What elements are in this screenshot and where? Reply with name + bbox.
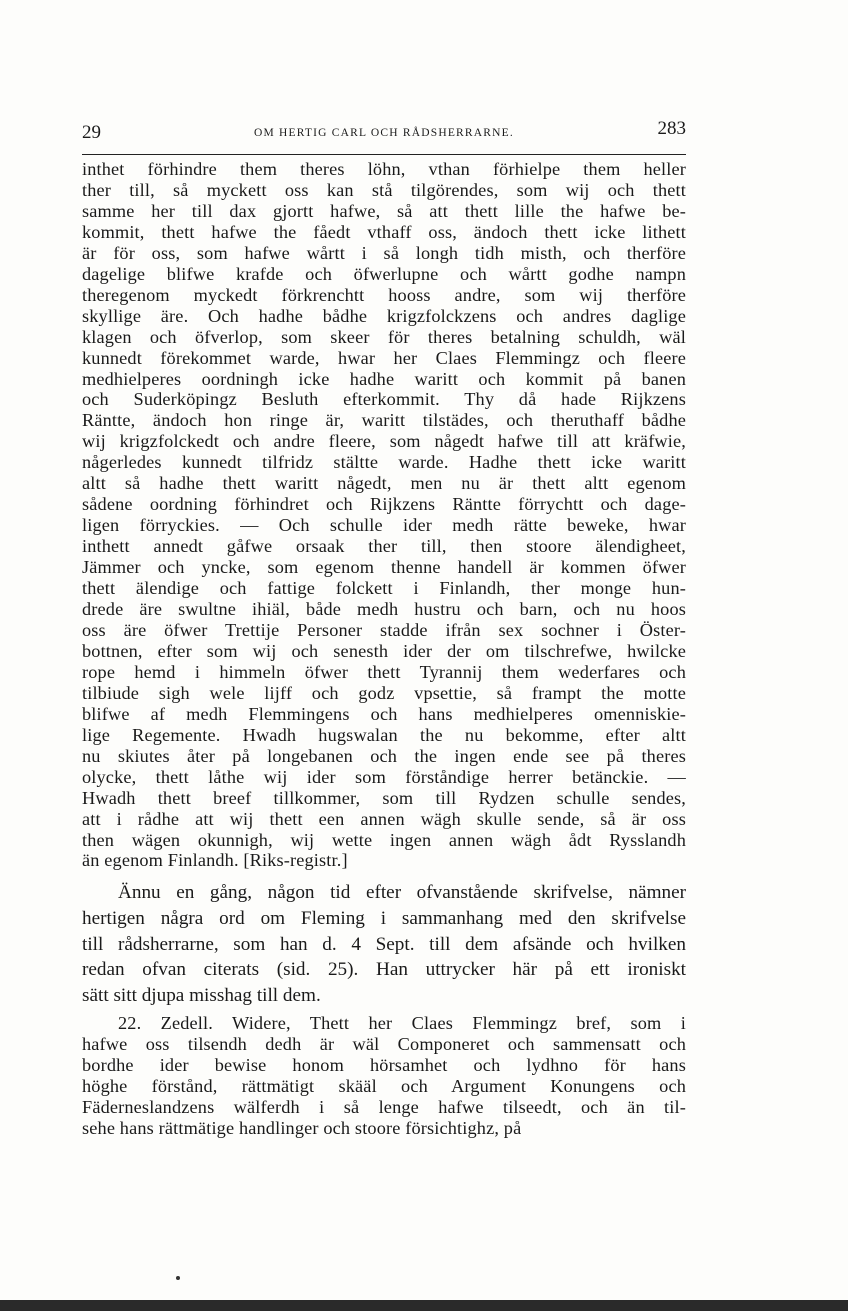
text-line: än egenom Finlandh. [Riks-registr.]	[82, 850, 348, 871]
text-line: oss äre öfwer Trettije Personer stadde ifrån sex sochner i Öster-	[82, 619, 686, 640]
text-line: dagelige blifwe krafde och öfwerlupne och wårtt godhe nampn	[82, 263, 686, 284]
text-line: inthet förhindre them theres löhn, vthan förhielpe them heller	[82, 159, 686, 179]
text-line: altt så hadhe thett waritt någedt, men nu är thett altt egenom	[82, 473, 686, 494]
text-line: inthett annedt gåfwe orsaak ther till, then stoore älendigheet,	[82, 536, 686, 557]
text-line: klagen och öfverlop, som skeer för theres betalning schuldh, wäl	[82, 326, 686, 347]
text-line: olycke, thett låthe wij ider som förståndige herrer betänckie. —	[82, 766, 686, 787]
text-line: ligen förryckies. — Och schulle ider medh rätte beweke, hwar	[82, 515, 686, 536]
text-line: bordhe ider bewise honom hörsamhet och lydhno för hans	[82, 1054, 686, 1075]
text-line: ther till, så myckett oss kan stå tilgörendes, som wij och thett	[82, 179, 686, 200]
text-line: till rådsherrarne, som han d. 4 Sept. till dem afsände och hvilken	[82, 933, 686, 955]
scan-edge	[0, 1300, 848, 1311]
text-line: och Suderköpingz Besluth efterkommit. Thy då hade Rijkzens	[82, 389, 686, 410]
commentary-paragraph	[82, 880, 686, 1009]
text-line: kommit, thett hafwe the fåedt vthaff oss, ändoch thett icke lithett	[82, 221, 686, 242]
text-line: theregenom myckedt förkrenchtt hooss andre, som wij therföre	[82, 284, 686, 305]
text-line: medhielperes oordningh icke hadhe waritt och kommit på banen	[82, 368, 686, 389]
text-line: then wägen okunnigh, wij wette ingen annen wägh ådt Rysslandh	[82, 829, 686, 850]
text-line: Ännu en gång, någon tid efter ofvanstående skrifvelse, nämner	[118, 882, 686, 903]
text-line: hertigen några ord om Fleming i sammanhang med den skrifvelse	[82, 907, 686, 929]
text-line: Fäderneslandzens wälferdh i så lenge hafwe tilseedt, och än til-	[82, 1096, 686, 1117]
quoted-note-text	[82, 1013, 686, 1139]
text-line: rope hemd i himmeln öfwer thett Tyrannij them wederfares och	[82, 661, 686, 682]
text-line: blifwe af medh Flemmingens och hans medhielperes omenniskie-	[82, 703, 686, 724]
text-line: Räntte, ändoch hon ringe är, waritt tilstädes, och theruthaff bådhe	[82, 410, 686, 431]
text-line: sehe hans rättmätige handlinger och stoore försichtighz, på	[82, 1117, 522, 1138]
page-header	[82, 118, 686, 152]
running-title: OM HERTIG CARL OCH RÅDSHERRARNE.	[254, 127, 514, 139]
page-number-left: 29	[82, 122, 101, 143]
text-line: att i rådhe att wij thett een annen wägh skulle sende, så är oss	[82, 808, 686, 829]
text-line: Hwadh thett breef tillkommer, som till Rydzen schulle sendes,	[82, 787, 686, 808]
text-line: bottnen, efter som wij och senesth ider der om tilschrefwe, hwilcke	[82, 640, 686, 661]
text-line: nu skiutes åter på longebanen och the ingen ende see på theres	[82, 745, 686, 766]
page-number-right: 283	[657, 118, 686, 139]
text-line: wij krigzfolckedt och andre fleere, som någedt hafwe till att kräfwie,	[82, 431, 686, 452]
text-line: samme her till dax gjortt hafwe, så att thett lille the hafwe be-	[82, 200, 686, 221]
text-line: kunnedt förekommet warde, hwar her Claes Flemmingz och fleere	[82, 347, 686, 368]
text-line: är för oss, som hafwe wårtt i så longh tidh misth, och therföre	[82, 242, 686, 263]
quoted-letter-text	[82, 159, 686, 871]
text-line: någerledes kunnedt tilfridz stältte warde. Hadhe thett icke waritt	[82, 452, 686, 473]
page-speck	[176, 1276, 180, 1280]
text-line: 22. Zedell. Widere, Thett her Claes Flemmingz bref, som i	[118, 1013, 686, 1033]
text-line: drede äre swultne ihiäl, både medh hustru och barn, och nu hoos	[82, 599, 686, 620]
text-line: redan ofvan citerats (sid. 25). Han uttrycker här på ett ironiskt	[82, 959, 686, 981]
text-line: sätt sitt djupa misshag till dem.	[82, 985, 321, 1007]
text-line: tilbiude sigh wele lijff och godz vpsettie, så frampt the motte	[82, 682, 686, 703]
text-line: hafwe oss tilsendh dedh är wäl Componeret och sammensatt och	[82, 1033, 686, 1054]
text-line: lige Regemente. Hwadh hugswalan the nu bekomme, efter altt	[82, 724, 686, 745]
text-line: sådene oordning förhindret och Rijkzens Räntte förrychtt och dage-	[82, 494, 686, 515]
text-line: skyllige äre. Och hadhe bådhe krigzfolckzens och andres daglige	[82, 305, 686, 326]
text-line: thett älendige och fattige folckett i Finlandh, ther monge hun-	[82, 578, 686, 599]
text-line: höghe förstånd, rättmätigt skääl och Argument Konungens och	[82, 1075, 686, 1096]
header-rule	[82, 154, 686, 155]
text-line: Jämmer och yncke, som egenom thenne handell är kommen öfwer	[82, 557, 686, 578]
